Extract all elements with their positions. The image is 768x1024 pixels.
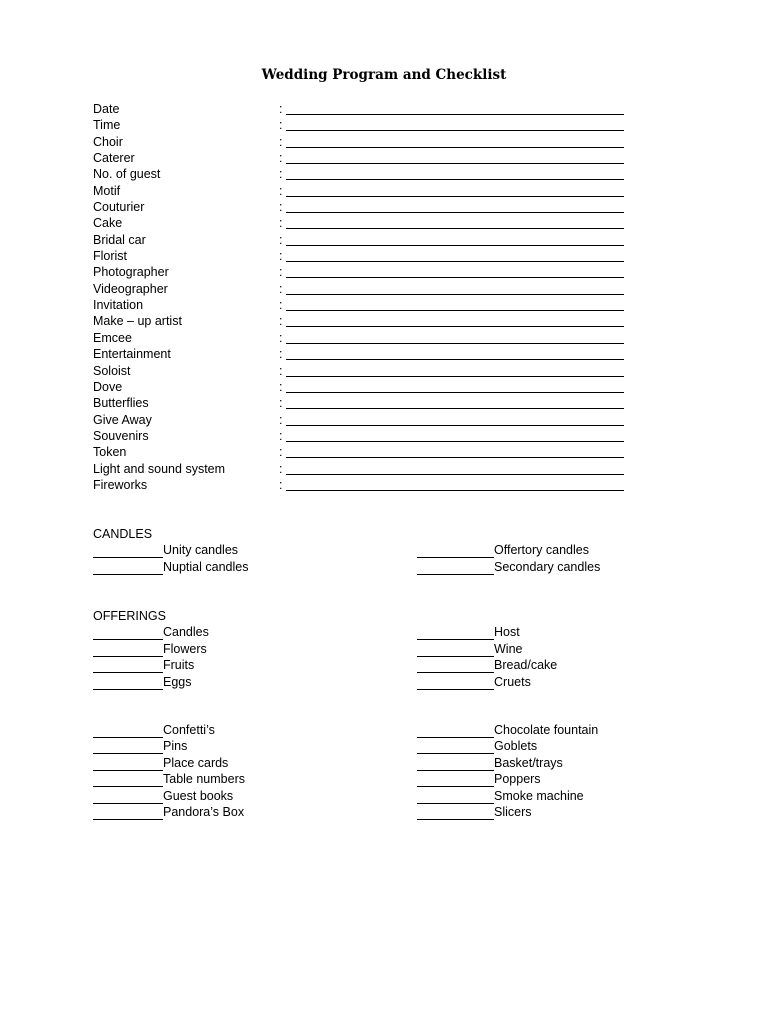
field-label: Caterer (93, 151, 135, 166)
checklist-blank-line[interactable] (93, 791, 163, 804)
field-row (93, 313, 633, 329)
checklist-item-label: Wine (494, 641, 523, 656)
checklist-blank-line[interactable] (417, 627, 494, 640)
checklist-blank-line[interactable] (93, 725, 163, 738)
field-blank-line[interactable] (286, 326, 624, 327)
checklist-item-label: Fruits (163, 658, 195, 673)
checklist-blank-line[interactable] (417, 774, 494, 787)
checklist-blank-line[interactable] (417, 741, 494, 754)
checklist-blank-line[interactable] (417, 660, 494, 673)
field-row (93, 134, 633, 150)
field-label: Light and sound system (93, 461, 226, 476)
field-colon: : (279, 477, 283, 492)
field-blank-line[interactable] (286, 196, 624, 197)
field-row (93, 395, 633, 411)
field-label: Make – up artist (93, 314, 182, 329)
field-row (93, 477, 633, 493)
checklist-blank-line[interactable] (93, 545, 163, 558)
field-colon: : (279, 461, 283, 476)
field-label: Emcee (93, 330, 132, 345)
checklist-item (417, 542, 589, 558)
checklist-blank-line[interactable] (93, 774, 163, 787)
checklist-item-label: Candles (163, 625, 209, 639)
checklist-item-label: Flowers (163, 641, 207, 656)
field-colon: : (279, 232, 283, 247)
checklist-blank-line[interactable] (93, 677, 163, 690)
offerings-heading: OFFERINGS (93, 609, 166, 623)
field-colon: : (279, 347, 283, 362)
checklist-blank-line[interactable] (93, 741, 163, 754)
checklist-item-label: Basket/trays (494, 755, 563, 770)
checklist-item (93, 559, 248, 575)
checklist-item-label: Secondary candles (494, 559, 601, 574)
checklist-blank-line[interactable] (417, 644, 494, 657)
field-colon: : (279, 265, 283, 280)
field-row (93, 199, 633, 215)
checklist-blank-line[interactable] (417, 545, 494, 558)
checklist-item-label: Pins (163, 739, 188, 754)
checklist-item (417, 722, 598, 738)
checklist-item-label: Bread/cake (494, 658, 558, 673)
detail-fields (93, 101, 633, 493)
field-blank-line[interactable] (286, 376, 624, 377)
field-colon: : (279, 445, 283, 460)
field-colon: : (279, 249, 283, 264)
checklist-blank-line[interactable] (93, 644, 163, 657)
field-label: No. of guest (93, 167, 161, 182)
field-label: Bridal car (93, 232, 146, 247)
checklist-item-label: Goblets (494, 739, 538, 754)
checklist-item (93, 738, 187, 754)
field-blank-line[interactable] (286, 245, 624, 246)
field-row (93, 166, 633, 182)
checklist-item-label: Unity candles (163, 543, 239, 557)
field-blank-line[interactable] (286, 261, 624, 262)
field-colon: : (279, 167, 283, 182)
field-colon: : (279, 134, 283, 149)
checklist-item (93, 771, 245, 787)
field-label: Time (93, 118, 121, 133)
field-blank-line[interactable] (286, 392, 624, 393)
field-row (93, 232, 633, 248)
field-row (93, 297, 633, 313)
field-blank-line[interactable] (286, 474, 624, 475)
field-blank-line[interactable] (286, 441, 624, 442)
field-row (93, 101, 633, 117)
field-colon: : (279, 379, 283, 394)
field-colon: : (279, 118, 283, 133)
checklist-item (417, 641, 522, 657)
checklist-item-label: Eggs (163, 675, 192, 690)
field-row (93, 363, 633, 379)
field-label: Couturier (93, 200, 145, 215)
field-label: Give Away (93, 412, 152, 427)
field-blank-line[interactable] (286, 228, 624, 229)
field-blank-line[interactable] (286, 343, 624, 344)
field-row (93, 248, 633, 264)
field-colon: : (279, 428, 283, 443)
field-label: Motif (93, 183, 121, 198)
field-label: Videographer (93, 281, 168, 296)
field-row (93, 281, 633, 297)
field-row (93, 428, 633, 444)
field-blank-line[interactable] (286, 310, 624, 311)
field-colon: : (279, 200, 283, 215)
field-blank-line[interactable] (286, 212, 624, 213)
checklist-item (417, 624, 520, 640)
field-colon: : (279, 314, 283, 329)
field-label: Cake (93, 216, 123, 231)
field-row (93, 183, 633, 199)
checklist-blank-line[interactable] (417, 725, 494, 738)
page-title: Wedding Program and Checklist (261, 67, 507, 83)
checklist-item-label: Offertory candles (494, 543, 589, 557)
field-row (93, 379, 633, 395)
field-blank-line[interactable] (286, 179, 624, 180)
field-label: Token (93, 445, 127, 460)
field-colon: : (279, 281, 283, 296)
field-colon: : (279, 183, 283, 198)
field-colon: : (279, 330, 283, 345)
checklist-item-label: Table numbers (163, 772, 245, 787)
checklist-blank-line[interactable] (93, 660, 163, 673)
field-row (93, 444, 633, 460)
checklist-item-label: Cruets (494, 675, 531, 690)
checklist-item (417, 657, 557, 673)
checklist-item (417, 755, 563, 771)
checklist-blank-line[interactable] (417, 758, 494, 771)
field-blank-line[interactable] (286, 425, 624, 426)
checklist-item (93, 674, 192, 690)
checklist-item (417, 788, 584, 804)
field-colon: : (279, 216, 283, 231)
field-blank-line[interactable] (286, 147, 624, 148)
checklist-item-label: Guest books (163, 788, 234, 803)
checklist-blank-line[interactable] (93, 562, 163, 575)
checklist-item (93, 804, 244, 820)
checklist-item (93, 542, 238, 558)
checklist-item (417, 771, 541, 787)
field-blank-line[interactable] (286, 359, 624, 360)
checklist-item-label: Confetti’s (163, 723, 215, 737)
field-blank-line[interactable] (286, 163, 624, 164)
field-label: Soloist (93, 363, 131, 378)
checklist-item-label: Slicers (494, 805, 532, 819)
checklist-blank-line[interactable] (417, 677, 494, 690)
checklist-item-label: Poppers (494, 772, 541, 787)
checklist-item (93, 755, 228, 771)
checklist-item-label: Smoke machine (494, 788, 584, 803)
field-colon: : (279, 396, 283, 411)
field-blank-line[interactable] (286, 277, 624, 278)
checklist-blank-line[interactable] (417, 807, 494, 820)
checklist-blank-line[interactable] (93, 807, 163, 820)
checklist-blank-line[interactable] (93, 627, 163, 640)
field-blank-line[interactable] (286, 130, 624, 131)
checklist-item (93, 657, 194, 673)
checklist-item (417, 559, 600, 575)
field-row (93, 330, 633, 346)
checklist-item-label: Nuptial candles (163, 559, 249, 574)
field-blank-line[interactable] (286, 294, 624, 295)
checklist-item (93, 722, 215, 738)
checklist-blank-line[interactable] (417, 791, 494, 804)
field-label: Invitation (93, 298, 144, 313)
field-blank-line[interactable] (286, 457, 624, 458)
field-blank-line[interactable] (286, 490, 624, 491)
checklist-item (93, 624, 209, 640)
checklist-item (417, 738, 537, 754)
field-colon: : (279, 102, 283, 116)
checklist-item (93, 641, 207, 657)
field-label: Souvenirs (93, 428, 149, 443)
checklist-item (417, 804, 532, 820)
field-label: Butterflies (93, 396, 149, 411)
field-colon: : (279, 298, 283, 313)
checklist-item-label: Pandora’s Box (163, 805, 245, 819)
field-label: Choir (93, 134, 123, 149)
checklist-item (417, 674, 531, 690)
field-label: Dove (93, 379, 123, 394)
field-blank-line[interactable] (286, 408, 624, 409)
checklist-blank-line[interactable] (93, 758, 163, 771)
candles-heading: CANDLES (93, 527, 153, 541)
field-row (93, 346, 633, 362)
field-label: Fireworks (93, 477, 148, 492)
field-row (93, 117, 633, 133)
checklist-item (93, 788, 233, 804)
field-blank-line[interactable] (286, 114, 624, 115)
field-row (93, 215, 633, 231)
field-label: Date (93, 102, 120, 116)
checklist-item-label: Place cards (163, 755, 229, 770)
field-row (93, 412, 633, 428)
checklist-blank-line[interactable] (417, 562, 494, 575)
checklist-item-label: Host (494, 625, 520, 639)
field-colon: : (279, 151, 283, 166)
field-row (93, 150, 633, 166)
checklist-item-label: Chocolate fountain (494, 723, 599, 737)
field-label: Entertainment (93, 347, 171, 362)
field-colon: : (279, 412, 283, 427)
field-label: Photographer (93, 265, 169, 280)
field-row (93, 264, 633, 280)
field-colon: : (279, 363, 283, 378)
field-label: Florist (93, 249, 128, 264)
field-row (93, 461, 633, 477)
